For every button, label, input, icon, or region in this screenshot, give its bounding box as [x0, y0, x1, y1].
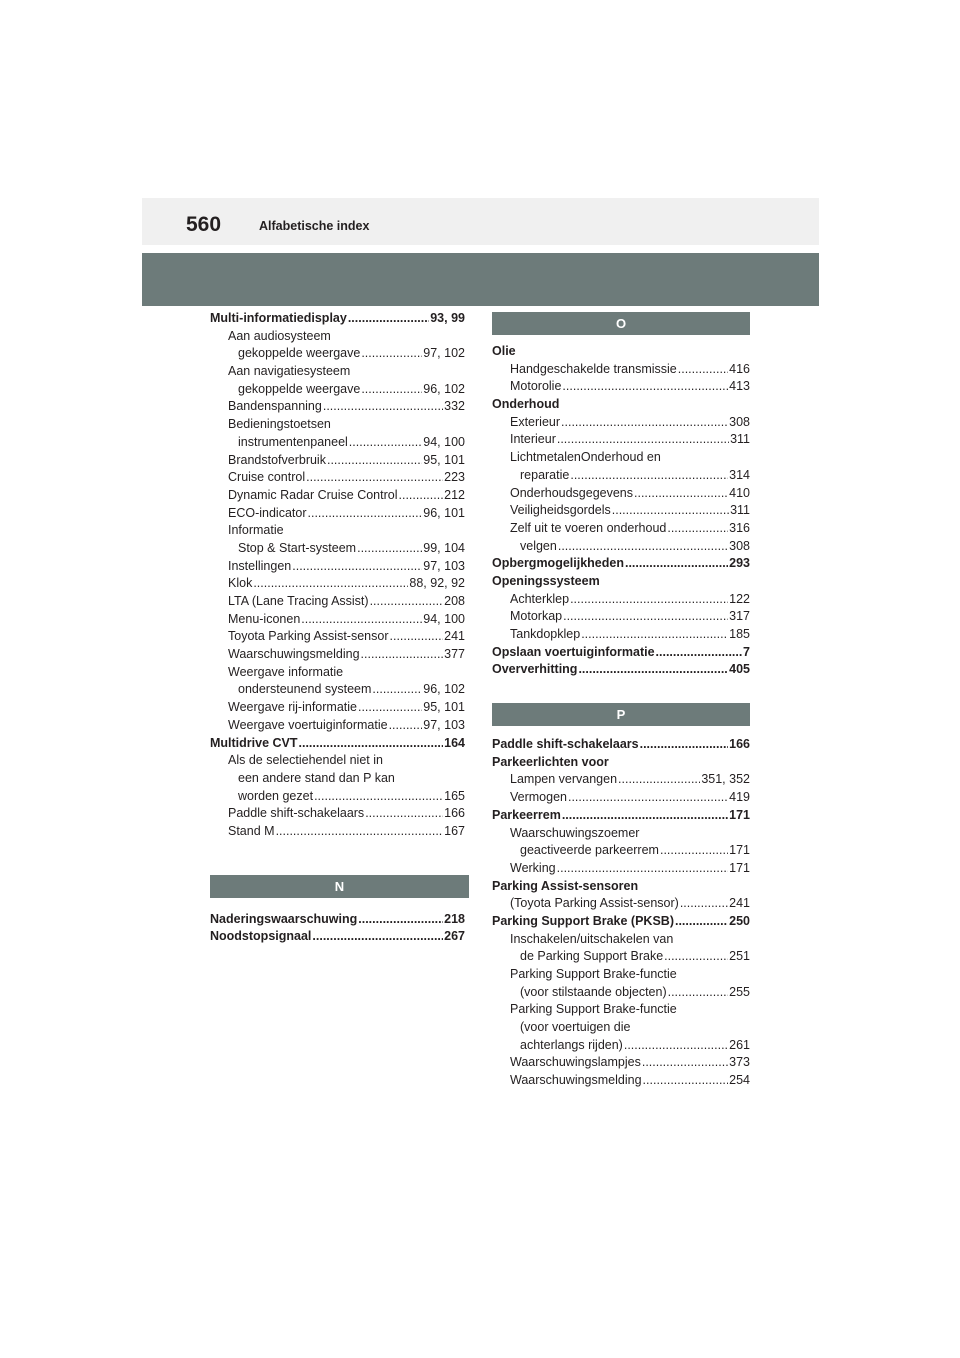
index-entry-text: Inschakelen/uitschakelen van [510, 931, 674, 946]
index-entry-text: Weergave voertuiginformatie [228, 717, 388, 732]
index-entry [492, 502, 750, 520]
dot-leader [640, 736, 729, 754]
index-entry [492, 1001, 750, 1019]
dot-leader [276, 823, 444, 841]
index-entry-pages: 88, 92, 92 [409, 576, 465, 591]
index-entry [492, 1037, 750, 1055]
dot-leader [358, 911, 443, 929]
index-entry [210, 911, 465, 929]
index-entry-text: Parking Assist-sensoren [492, 878, 639, 893]
dot-leader [643, 1072, 729, 1090]
index-entry [492, 878, 750, 896]
index-entry-pages: 171 [729, 843, 750, 858]
index-entry-text: Waarschuwingszoemer [510, 825, 640, 840]
index-entry-text: Waarschuwingsmelding [510, 1073, 642, 1088]
index-entry-text: LichtmetalenOnderhoud en [510, 450, 661, 465]
index-entry [210, 575, 465, 593]
index-entry [492, 608, 750, 626]
dot-leader [390, 628, 444, 646]
index-entry-text: gekoppelde weergave [238, 346, 361, 361]
index-entry-pages: 314 [729, 467, 750, 482]
index-entry-pages: 95, 101 [423, 452, 465, 467]
index-entry-text: Parking Support Brake (PKSB) [492, 913, 674, 928]
dot-leader [678, 361, 728, 379]
index-entry [210, 416, 465, 434]
index-entry-text: Menu-iconen [228, 611, 301, 626]
dot-leader [624, 1037, 728, 1055]
index-entry-text: Zelf uit te voeren onderhoud [510, 520, 667, 535]
index-entry [210, 717, 465, 735]
index-entry-pages: 166 [729, 737, 750, 752]
index-entry-text: Toyota Parking Assist-sensor [228, 629, 389, 644]
index-entry-text: geactiveerde parkeerrem [520, 843, 659, 858]
index-entry-text: Parking Support Brake-functie [510, 1002, 677, 1017]
index-entry-text: ondersteunend systeem [238, 682, 372, 697]
index-entry-pages: 96, 101 [423, 505, 465, 520]
index-entry-pages: 254 [729, 1073, 750, 1088]
dot-leader [562, 378, 728, 396]
index-entry [210, 646, 465, 664]
index-entry [210, 770, 465, 788]
index-entry [492, 661, 750, 679]
index-entry [210, 434, 465, 452]
index-entry-text: Weergave rij-informatie [228, 700, 357, 715]
dot-leader [581, 626, 728, 644]
index-entry [492, 948, 750, 966]
index-column-right [492, 312, 750, 1090]
dot-leader [372, 681, 422, 699]
index-entry [492, 842, 750, 860]
index-entry [492, 1072, 750, 1090]
index-entry-text: instrumentenpaneel [238, 434, 348, 449]
dot-leader [668, 984, 729, 1002]
index-entry-pages: 413 [729, 379, 750, 394]
index-entry [210, 345, 465, 363]
index-entry [210, 505, 465, 523]
index-entry-pages: 241 [729, 896, 750, 911]
dot-leader [349, 434, 422, 452]
index-entry-text: Klok [228, 576, 253, 591]
index-entry-text: Paddle shift-schakelaars [228, 806, 365, 821]
dot-leader [312, 928, 443, 946]
index-entry [492, 396, 750, 414]
index-entry-pages: 99, 104 [423, 540, 465, 555]
index-entry-pages: 377 [444, 647, 465, 662]
index-entry [210, 664, 465, 682]
index-entry [492, 485, 750, 503]
dot-leader [680, 895, 728, 913]
index-entry [210, 469, 465, 487]
index-entry-pages: 218 [444, 911, 465, 926]
index-entry-pages: 167 [444, 823, 465, 838]
index-entry [210, 823, 465, 841]
index-entry [492, 343, 750, 361]
index-entry-text: (Toyota Parking Assist-sensor) [510, 896, 679, 911]
index-entry [210, 752, 465, 770]
index-entry-text: Stop & Start-systeem [238, 540, 357, 555]
index-entry-pages: 223 [444, 470, 465, 485]
dot-leader [327, 452, 422, 470]
index-entry-pages: 308 [729, 538, 750, 553]
index-entry-pages: 416 [729, 361, 750, 376]
index-entry-pages: 97, 103 [423, 558, 465, 573]
index-entry-text: Achterklep [510, 591, 570, 606]
index-entry-pages: 317 [729, 609, 750, 624]
index-entry [492, 1019, 750, 1037]
dot-leader [306, 469, 443, 487]
index-entry-pages: 311 [730, 432, 750, 447]
index-entry [492, 825, 750, 843]
index-entry-text: gekoppelde weergave [238, 381, 361, 396]
index-entry-pages: 405 [729, 662, 750, 677]
index-entry [210, 487, 465, 505]
index-entry-text: Naderingswaarschuwing [210, 911, 358, 926]
index-entry-pages: 97, 102 [423, 346, 465, 361]
index-entry-text: Als de selectiehendel niet in [228, 753, 383, 768]
index-entry-pages: 250 [729, 913, 750, 928]
dot-leader [562, 807, 728, 825]
index-entry-text: Vermogen [510, 790, 567, 805]
index-entry-text: Exterieur [510, 414, 561, 429]
dot-leader [301, 611, 422, 629]
index-entry-pages: 166 [444, 806, 465, 821]
dot-leader [399, 487, 444, 505]
index-entry-text: Bedieningstoetsen [228, 417, 331, 432]
index-list-o [492, 343, 750, 679]
index-entry-pages: 267 [444, 929, 465, 944]
dot-leader [656, 644, 743, 662]
index-entry-text: Cruise control [228, 470, 306, 485]
index-entry-pages: 165 [444, 788, 465, 803]
index-entry-text: de Parking Support Brake [520, 949, 664, 964]
dot-leader [642, 1054, 728, 1072]
index-entry [210, 593, 465, 611]
index-entry [210, 628, 465, 646]
index-entry [492, 520, 750, 538]
index-entry-text: Parking Support Brake-functie [510, 967, 677, 981]
index-entry-text: Opslaan voertuiginformatie [492, 644, 655, 659]
index-entry-text: Olie [492, 344, 516, 358]
index-entry [210, 328, 465, 346]
dot-leader [308, 505, 423, 523]
index-entry [210, 452, 465, 470]
dot-leader [675, 913, 728, 931]
index-entry-pages: 373 [729, 1055, 750, 1070]
index-entry-pages: 96, 102 [423, 381, 465, 396]
letter-heading-n: N [210, 875, 469, 898]
index-entry [492, 931, 750, 949]
index-entry-pages: 212 [444, 487, 465, 502]
index-entry-pages: 95, 101 [423, 700, 465, 715]
index-entry-pages: 311 [730, 503, 750, 518]
dot-leader [558, 538, 728, 556]
index-entry [492, 736, 750, 754]
index-entry [492, 573, 750, 591]
index-entry-text: Aan audiosysteem [228, 328, 331, 343]
dot-leader [314, 788, 443, 806]
dot-leader [361, 646, 444, 664]
index-entry [492, 913, 750, 931]
index-entry [492, 807, 750, 825]
index-entry-pages: 94, 100 [423, 611, 465, 626]
index-entry [210, 788, 465, 806]
index-entry-text: Brandstofverbruik [228, 452, 326, 467]
dot-leader [568, 789, 728, 807]
index-entry-text: Motorolie [510, 379, 562, 394]
index-entry-text: Multi-informatiedisplay [210, 311, 347, 325]
index-list-p [492, 736, 750, 1090]
index-entry-text: ECO-indicator [228, 505, 307, 520]
index-entry-pages: 185 [729, 627, 750, 641]
index-entry-text: Interieur [510, 432, 556, 447]
index-entry-pages: 316 [729, 520, 750, 535]
index-entry [492, 860, 750, 878]
index-entry [210, 381, 465, 399]
dot-leader [361, 381, 422, 399]
dot-leader [578, 661, 728, 679]
dot-leader [664, 948, 728, 966]
index-entry [210, 398, 465, 416]
index-entry-text: velgen [520, 538, 557, 553]
index-entry-pages: 171 [729, 860, 750, 875]
index-entry-text: Waarschuwingsmelding [228, 647, 360, 662]
index-entry-pages: 255 [729, 984, 750, 999]
index-entry [210, 805, 465, 823]
index-entry-text: Werking [510, 860, 556, 875]
index-entry-text: Veiligheidsgordels [510, 503, 611, 518]
index-entry [492, 538, 750, 556]
dot-leader [667, 520, 728, 538]
index-entry [492, 771, 750, 789]
index-entry [492, 966, 750, 984]
index-entry-pages: 261 [729, 1037, 750, 1052]
index-entry-pages: 251 [729, 949, 750, 964]
index-entry-text: Multidrive CVT [210, 735, 298, 750]
index-entry-text: Parkeerlichten voor [492, 754, 609, 769]
index-entry-text: Noodstopsignaal [210, 929, 312, 944]
index-entry-text: reparatie [520, 467, 570, 482]
index-entry [492, 361, 750, 379]
index-entry-text: worden gezet [238, 788, 314, 803]
index-entry-text: Bandenspanning [228, 399, 322, 414]
index-entry-text: Motorkap [510, 609, 563, 624]
index-entry [210, 928, 465, 946]
index-entry-pages: 94, 100 [423, 434, 465, 449]
dot-leader [557, 431, 729, 449]
dot-leader [570, 467, 728, 485]
index-entry [210, 699, 465, 717]
index-entry [492, 414, 750, 432]
index-entry [492, 984, 750, 1002]
index-entry [492, 1054, 750, 1072]
dot-leader [618, 771, 700, 789]
index-entry-text: Oververhitting [492, 662, 578, 677]
index-entry [210, 363, 465, 381]
index-entry-text: LTA (Lane Tracing Assist) [228, 594, 369, 608]
index-list-n [210, 911, 465, 946]
index-list-m [210, 310, 465, 841]
index-entry-pages: 93, 99 [430, 311, 465, 325]
header-bar [142, 198, 819, 245]
index-entry [210, 681, 465, 699]
index-entry [492, 449, 750, 467]
index-entry-text: een andere stand dan P kan [238, 770, 395, 785]
index-entry-text: Parkeerrem [492, 807, 561, 822]
index-entry-pages: 96, 102 [423, 682, 465, 697]
index-entry [492, 555, 750, 573]
index-entry [492, 626, 750, 644]
index-entry [492, 895, 750, 913]
index-entry-text: Stand M [228, 823, 275, 838]
index-entry-pages: 308 [729, 414, 750, 429]
index-entry [210, 735, 465, 753]
index-entry [492, 754, 750, 772]
index-entry-text: Informatie [228, 523, 284, 538]
dot-leader [348, 310, 429, 328]
index-entry-text: Aan navigatiesysteem [228, 364, 351, 379]
section-title: Alfabetische index [259, 219, 370, 233]
index-entry-text: Onderhoud [492, 397, 560, 412]
index-entry [210, 611, 465, 629]
index-entry [210, 310, 465, 328]
index-column-left [210, 310, 465, 946]
index-entry [492, 644, 750, 662]
index-entry-text: Onderhoudsgegevens [510, 485, 634, 500]
index-entry [210, 540, 465, 558]
dot-leader [361, 345, 422, 363]
dot-leader [612, 502, 729, 520]
index-entry [210, 522, 465, 540]
index-entry-text: Waarschuwingslampjes [510, 1055, 641, 1070]
index-entry-text: Instellingen [228, 558, 292, 573]
index-entry-pages: 241 [444, 629, 465, 644]
index-entry-pages: 171 [729, 807, 750, 822]
index-entry-pages: 97, 103 [423, 717, 465, 732]
index-entry-text: (voor voertuigen die [520, 1020, 631, 1035]
dot-leader [570, 591, 728, 609]
index-entry-pages: 122 [729, 591, 750, 606]
index-entry-pages: 410 [729, 485, 750, 500]
index-entry [492, 378, 750, 396]
page-number: 560 [186, 213, 222, 236]
dot-leader [563, 608, 728, 626]
index-entry-text: Paddle shift-schakelaars [492, 737, 639, 752]
header-band [142, 253, 819, 306]
dot-leader [660, 842, 728, 860]
index-entry-pages: 332 [444, 399, 465, 414]
dot-leader [323, 398, 443, 416]
index-entry-pages: 351, 352 [701, 772, 750, 787]
dot-leader [292, 558, 422, 576]
index-entry-text: (voor stilstaande objecten) [520, 984, 667, 999]
dot-leader [253, 575, 408, 593]
index-entry-text: Dynamic Radar Cruise Control [228, 487, 398, 502]
index-entry [492, 431, 750, 449]
index-entry-text: achterlangs rijden) [520, 1037, 623, 1052]
index-entry-text: Tankdopklep [510, 627, 581, 641]
dot-leader [357, 540, 422, 558]
index-entry-text: Openingssysteem [492, 573, 600, 588]
index-entry [492, 789, 750, 807]
index-entry-pages: 419 [729, 790, 750, 805]
dot-leader [389, 717, 423, 735]
dot-leader [370, 593, 444, 611]
letter-heading-p: P [492, 703, 750, 726]
dot-leader [625, 555, 728, 573]
index-entry [210, 558, 465, 576]
dot-leader [634, 485, 728, 503]
index-entry [492, 591, 750, 609]
index-entry-text: Opbergmogelijkheden [492, 556, 624, 571]
index-entry-text: Handgeschakelde transmissie [510, 361, 677, 376]
dot-leader [299, 735, 444, 753]
index-entry-text: Lampen vervangen [510, 772, 618, 787]
dot-leader [365, 805, 443, 823]
dot-leader [358, 699, 422, 717]
index-entry-pages: 164 [444, 735, 465, 750]
index-entry-pages: 7 [743, 644, 750, 659]
index-entry-text: Weergave informatie [228, 664, 344, 679]
index-entry-pages: 293 [729, 556, 750, 571]
dot-leader [561, 414, 728, 432]
letter-heading-o: O [492, 312, 750, 335]
dot-leader [557, 860, 729, 878]
index-entry-pages: 208 [444, 594, 465, 608]
index-entry [492, 467, 750, 485]
